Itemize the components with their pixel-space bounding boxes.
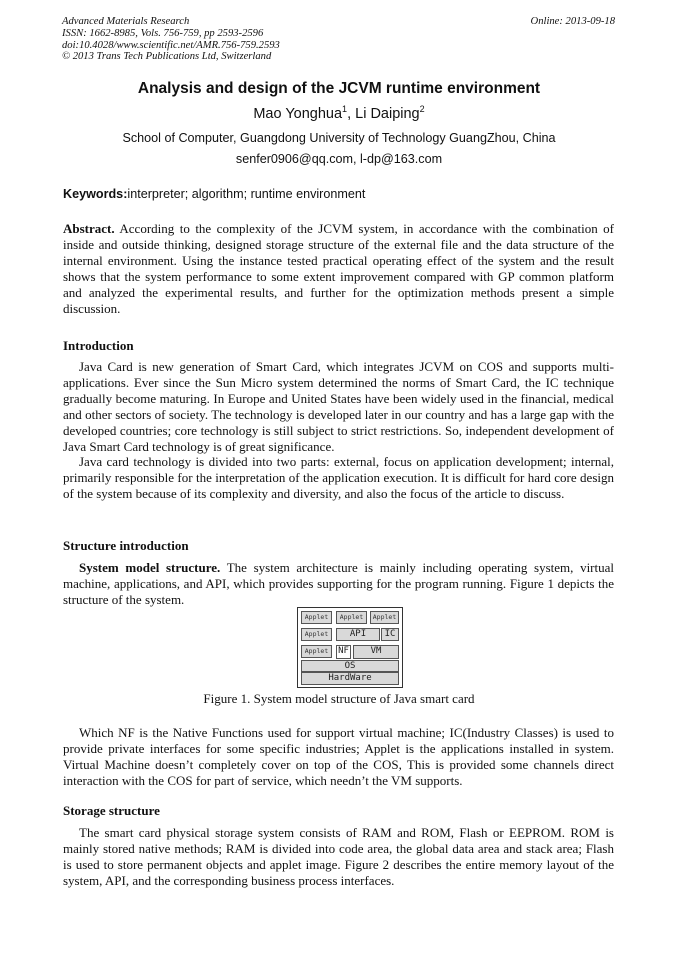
abstract — [63, 221, 614, 316]
author-2: Li Daiping — [355, 105, 420, 122]
author-list — [0, 104, 678, 122]
introduction-body — [63, 359, 614, 502]
applet-box-1: Applet — [301, 611, 332, 624]
figure-explanation — [63, 725, 614, 789]
author-separator: , — [347, 105, 356, 122]
structure-text: The system architecture is mainly including operating system, virtual machine, applications, and API, which provides supporting for the program running. Figure 1 depicts the structure of the system. — [63, 560, 615, 607]
intro-paragraph-1: Java Card is new generation of Smart Card, which integrates JCVM on COS and supports multi-applications. Ever since the Sun Micro system determined the norms of Smart Card, the IC technique gradually become maturing. In Europe and United States have been widely used in the financial, medical and other sectors of society. The technology is developed later in our country and has a large gap with the developed countries; core technology is still subject to strict restrictions. So, independent development of Java Smart Card technology is of great significance. — [63, 359, 614, 454]
keywords — [63, 187, 365, 201]
intro-paragraph-2: Java card technology is divided into two parts: external, focus on application development; internal, primarily responsible for the interpretation of the application execution. It is difficult for hard core design of the system because of its complexity and diversity, and also the focus of the article to discuss. — [63, 454, 614, 502]
issn-line: ISSN: 1662-8985, Vols. 756-759, pp 2593-2596 — [62, 27, 264, 39]
copyright-line: © 2013 Trans Tech Publications Ltd, Switzerland — [62, 51, 272, 63]
applet-box-3: Applet — [370, 611, 399, 624]
storage-paragraph: The smart card physical storage system consists of RAM and ROM, Flash or EEPROM. ROM is mainly stored native methods; RAM is divided into code area, the global data area and stack area; Flash is used to store permanent objects and applet image. Figure 2 describes the entire memory layout of the system, API, and the corresponding business process interfaces. — [63, 825, 614, 888]
figure-1-caption: Figure 1. System model structure of Java smart card — [203, 691, 475, 706]
online-date: Online: 2013-09-18 — [530, 16, 615, 27]
author-2-affil: 2 — [419, 104, 425, 114]
author-1: Mao Yonghua — [253, 105, 343, 122]
journal-name: Advanced Materials Research — [62, 16, 190, 27]
vm-box: VM — [353, 645, 399, 659]
figure-1-diagram — [297, 607, 403, 688]
heading-introduction: Introduction — [63, 338, 134, 353]
nf-box: NF — [336, 645, 351, 659]
ic-box: IC — [381, 628, 399, 641]
api-box: API — [336, 628, 380, 641]
author-emails: senfer0906@qq.com, l-dp@163.com — [235, 152, 443, 166]
heading-structure: Structure introduction — [63, 538, 189, 553]
hardware-box: HardWare — [301, 672, 399, 685]
affiliation: School of Computer, Guangdong University of Technology GuangZhou, China — [122, 131, 556, 145]
os-box: OS — [301, 660, 399, 672]
abstract-text: According to the complexity of the JCVM system, in accordance with the combination of inside and outside thinking, designed storage structure of the external file and the data structure of the internal environment. Using the instance tested practical operating effect of the system and the result shows that the system performance to some extent improvement compared with GP common platform and analyzed the experimental results, and further for the optimization methods present a simple discussion. — [63, 221, 614, 316]
author-1-affil: 1 — [342, 104, 348, 114]
abstract-label: Abstract. — [63, 221, 115, 236]
journal-header — [62, 16, 615, 63]
doi-line: doi:10.4028/www.scientific.net/AMR.756-759.2593 — [62, 39, 280, 51]
paper-title: Analysis and design of the JCVM runtime environment — [137, 80, 541, 97]
applet-box-4: Applet — [301, 628, 332, 641]
after-figure-paragraph: Which NF is the Native Functions used for support virtual machine; IC(Industry Classes) is used to provide private interfaces for some specific industries; Applet is the applications installed in system. Virtual Machine doesn’t completely cover on top of the COS, This is provided some channels direct interaction with the COS for part of service, which needn’t the VM supports. — [63, 725, 614, 788]
applet-box-2: Applet — [336, 611, 367, 624]
structure-body — [63, 560, 614, 608]
applet-box-5: Applet — [301, 645, 332, 658]
structure-label: System model structure. — [79, 560, 221, 575]
keywords-label: Keywords: — [63, 187, 128, 201]
keywords-text: interpreter; algorithm; runtime environment — [127, 187, 366, 201]
heading-storage: Storage structure — [63, 803, 160, 818]
storage-body — [63, 825, 614, 889]
